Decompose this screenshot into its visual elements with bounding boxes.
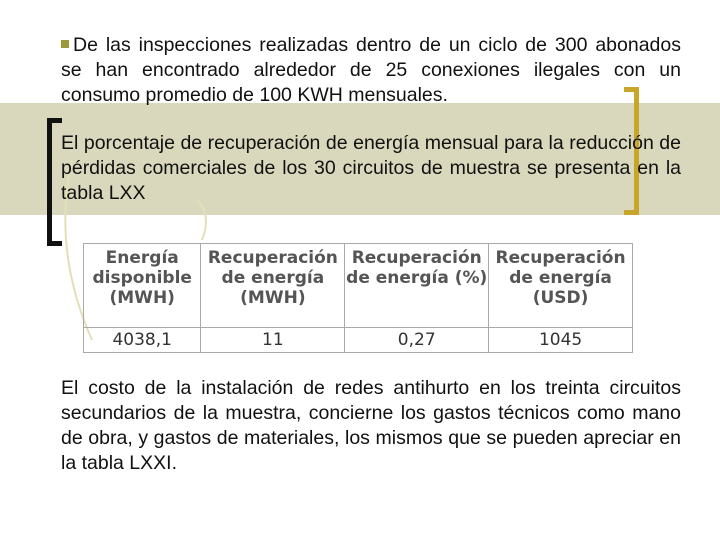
highlight-paragraph: El porcentaje de recuperación de energía mensual para la reducción de pérdidas comerciales de los 30 circuitos de muestra se presenta en la tabla LXX — [61, 132, 681, 204]
table-row — [84, 328, 633, 353]
column-header: Recuperación de energía (%) — [345, 244, 489, 328]
table-cell: 4038,1 — [84, 328, 201, 353]
energy-recovery-table — [83, 243, 633, 353]
intro-paragraph-text: De las inspecciones realizadas dentro de un ciclo de 300 abonados se han encontrado alrededor de 25 conexiones ilegales con un consumo promedio de 100 KWH mensuales. — [61, 34, 681, 106]
column-header: Recuperación de energía (USD) — [489, 244, 633, 328]
square-bullet-icon — [61, 40, 69, 48]
table-cell: 1045 — [489, 328, 633, 353]
table-header-row — [84, 244, 633, 328]
left-bracket-decoration — [47, 118, 62, 246]
closing-paragraph: El costo de la instalación de redes antihurto en los treinta circuitos secundarios de la muestra, concierne los gastos técnicos como mano de obra, y gastos de materiales, los mismos que se pueden apreciar en la tabla LXXI. — [61, 377, 681, 474]
table-cell: 11 — [201, 328, 345, 353]
column-header: Energía disponible (MWH) — [84, 244, 201, 328]
column-header: Recuperación de energía (MWH) — [201, 244, 345, 328]
intro-paragraph — [61, 33, 681, 108]
table-cell: 0,27 — [345, 328, 489, 353]
